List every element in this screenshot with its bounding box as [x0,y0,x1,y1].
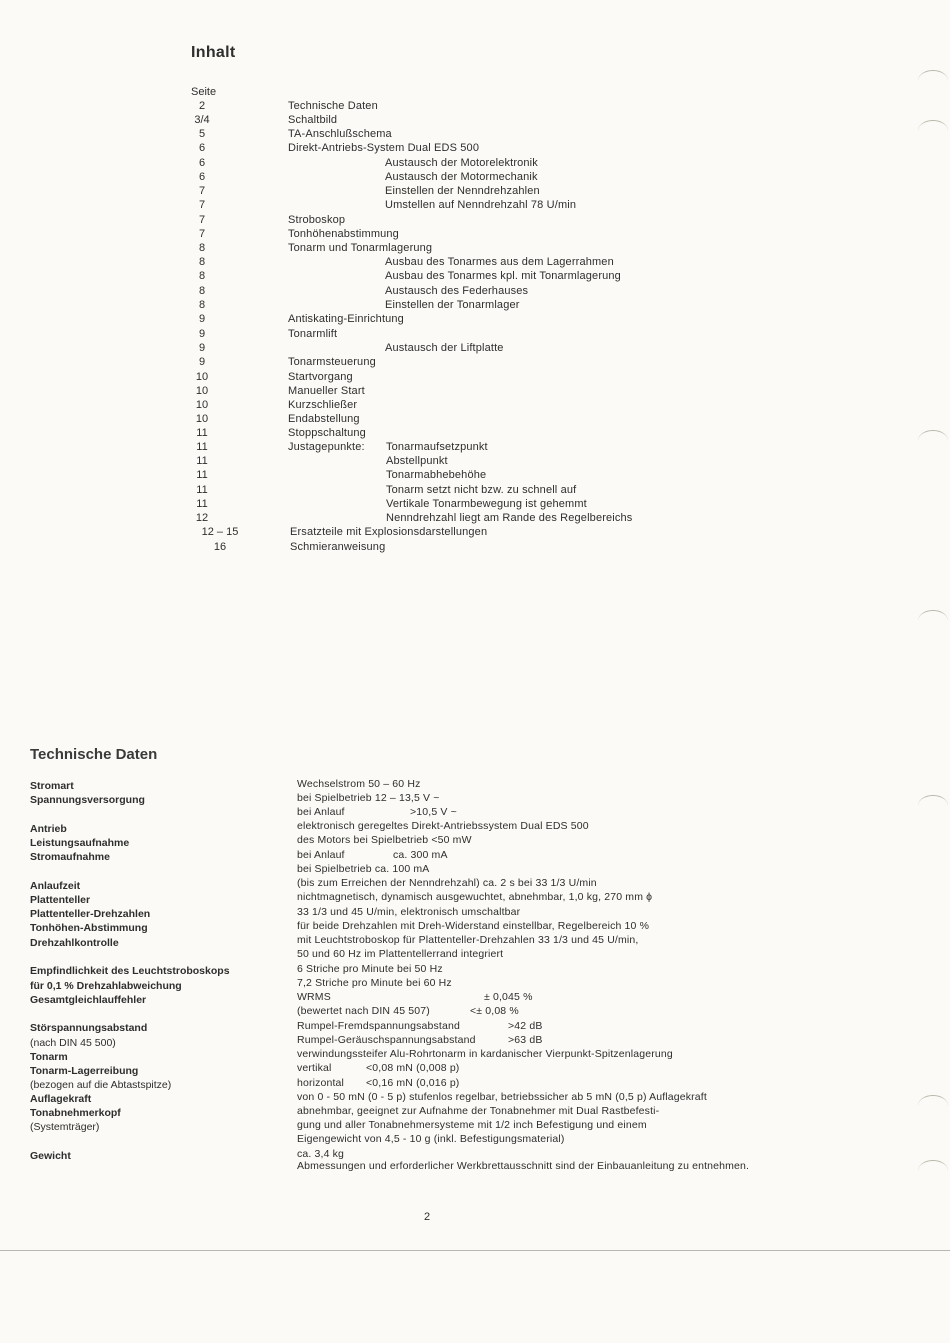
punch-hole-mark [918,1095,948,1116]
toc-page-number: 3/4 [194,114,210,126]
toc-entry-text: Antiskating-Einrichtung [288,313,404,325]
value-geraeuschspannung-label: Rumpel-Geräuschspannungsabstand [297,1034,476,1046]
value-fremdspannung-label: Rumpel-Fremdspannungsabstand [297,1020,460,1032]
toc-page-column-header: Seite [191,86,217,98]
toc-entry-subtext: Tonarmaufsetzpunkt [386,441,488,453]
toc-page-number: 5 [198,128,206,140]
toc-page-number: 9 [198,313,206,325]
label-drehzahlabweichung: für 0,1 % Drehzahlabweichung [30,980,182,992]
value-reibung-horizontal-label: horizontal [297,1077,345,1089]
toc-entry-text: Einstellen der Tonarmlager [385,299,520,311]
toc-page-number: 7 [198,214,206,226]
toc-entry-text: Startvorgang [288,371,353,383]
value-strom-anlauf-label: bei Anlauf [297,849,345,861]
toc-page-number: 16 [213,541,227,553]
toc-entry-text: Stoppschaltung [288,427,366,439]
label-stromaufnahme: Stromaufnahme [30,851,110,863]
toc-entry-text: Tonarmlift [288,328,338,340]
value-striche-60hz: 7,2 Striche pro Minute bei 60 Hz [297,977,452,989]
toc-entry-text: Austausch der Motormechanik [385,171,538,183]
label-gewicht: Gewicht [30,1150,71,1162]
value-auflagekraft: von 0 - 50 mN (0 - 5 p) stufenlos regelbar, betriebssicher ab 5 mN (0,5 p) Auflagekraft [297,1091,707,1103]
label-spannungsversorgung: Spannungsversorgung [30,794,145,806]
label-drehzahlkontrolle: Drehzahlkontrolle [30,937,119,949]
toc-entry-text: Tonarm setzt nicht bzw. zu schnell auf [386,484,577,496]
toc-page-number: 10 [195,413,209,425]
value-drehzahlen: 33 1/3 und 45 U/min, elektronisch umschaltbar [297,906,521,918]
label-gesamtgleichlauffehler: Gesamtgleichlauffehler [30,994,147,1006]
toc-entry-text: Vertikale Tonarmbewegung ist gehemmt [386,498,587,510]
punch-hole-mark [918,1160,948,1181]
label-tonabnehmerkopf: Tonabnehmerkopf [30,1107,121,1119]
label-auflagekraft: Auflagekraft [30,1093,92,1105]
value-anlaufzeit: (bis zum Erreichen der Nenndrehzahl) ca. 2 s bei 33 1/3 U/min [297,877,597,889]
toc-page-number: 11 [196,427,208,439]
toc-entry-text: Manueller Start [288,385,365,397]
toc-entry-text: Nenndrehzahl liegt am Rande des Regelbereichs [386,512,633,524]
value-drehzahlkontrolle-2: 50 und 60 Hz im Plattentellerrand integriert [297,948,504,960]
value-wrms-label: WRMS [297,991,331,1003]
bottom-rule [0,1250,950,1251]
toc-page-number: 11 [196,498,208,510]
toc-page-number: 6 [198,157,206,169]
value-reibung-vertikal: <0,08 mN (0,008 p) [366,1062,460,1074]
value-spannung-spielbetrieb: bei Spielbetrieb 12 – 13,5 V ~ [297,792,440,804]
label-plattenteller: Plattenteller [30,894,91,906]
toc-page-number: 8 [198,285,206,297]
label-stroboskop-empfindlichkeit: Empfindlichkeit des Leuchtstroboskops [30,965,230,977]
toc-entry-text: Tonarm und Tonarmlagerung [288,242,433,254]
punch-hole-mark [918,120,948,141]
toc-page-number: 9 [198,356,206,368]
toc-page-number: 9 [198,328,206,340]
value-drehzahlkontrolle-1: mit Leuchtstroboskop für Plattenteller-Drehzahlen 33 1/3 und 45 U/min, [297,934,639,946]
value-spannung-anlauf: >10,5 V ~ [410,806,457,818]
value-tonabnehmerkopf-2: gung und aller Tonabnehmersysteme mit 1/2 inch Befestigung und einem [297,1119,647,1131]
toc-entry-text: Austausch des Federhauses [385,285,529,297]
value-fremdspannung: >42 dB [508,1020,543,1032]
toc-page-number: 7 [198,185,206,197]
toc-page-number: 11 [196,469,208,481]
toc-page-number: 10 [195,399,209,411]
toc-entry-text: Ausbau des Tonarmes kpl. mit Tonarmlagerung [385,270,621,282]
toc-entry-text: Umstellen auf Nenndrehzahl 78 U/min [385,199,577,211]
toc-entry-text: Tonhöhenabstimmung [288,228,399,240]
value-tonhoehen-abstimmung: für beide Drehzahlen mit Dreh-Widerstand einstellbar, Regelbereich 10 % [297,920,650,932]
toc-entry-text: Justagepunkte: [288,441,365,453]
toc-entry-text: Tonarmabhebehöhe [386,469,487,481]
toc-page-number: 8 [198,256,206,268]
toc-entry-text: Technische Daten [288,100,378,112]
label-anlaufzeit: Anlaufzeit [30,880,81,892]
toc-page-number: 10 [195,371,209,383]
value-antrieb: elektronisch geregeltes Direkt-Antriebssystem Dual EDS 500 [297,820,589,832]
toc-entry-text: Austausch der Liftplatte [385,342,504,354]
toc-page-number: 12 – 15 [201,526,239,538]
label-stromart: Stromart [30,780,74,792]
toc-page-number: 12 [195,512,209,524]
toc-entry-text: Ausbau des Tonarmes aus dem Lagerrahmen [385,256,614,268]
toc-page-number: 8 [198,299,206,311]
label-antrieb: Antrieb [30,823,67,835]
label-tonarm: Tonarm [30,1051,68,1063]
label-tonhoehen-abstimmung: Tonhöhen-Abstimmung [30,922,148,934]
toc-entry-text: Tonarmsteuerung [288,356,376,368]
label-leistungsaufnahme: Leistungsaufnahme [30,837,130,849]
toc-entry-text: Schaltbild [288,114,338,126]
toc-page-number: 11 [196,455,208,467]
value-wrms: ± 0,045 % [484,991,533,1003]
tech-data-title: Technische Daten [30,746,158,763]
toc-title: Inhalt [191,44,236,61]
toc-page-number: 7 [198,199,206,211]
label-abtastspitze-note: (bezogen auf die Abtastspitze) [30,1079,172,1091]
toc-entry-text: TA-Anschlußschema [288,128,392,140]
punch-hole-mark [918,610,948,631]
value-striche-50hz: 6 Striche pro Minute bei 50 Hz [297,963,443,975]
label-din-note: (nach DIN 45 500) [30,1037,116,1049]
toc-page-number: 9 [198,342,206,354]
toc-entry-text: Abstellpunkt [386,455,448,467]
value-gewicht: ca. 3,4 kg [297,1148,345,1160]
toc-entry-text: Endabstellung [288,413,360,425]
toc-entry-text: Stroboskop [288,214,346,226]
toc-page-number: 11 [196,484,208,496]
value-strom-anlauf: ca. 300 mA [393,849,448,861]
toc-page-number: 10 [195,385,209,397]
label-tonarm-lagerreibung: Tonarm-Lagerreibung [30,1065,139,1077]
value-spannung-anlauf-label: bei Anlauf [297,806,345,818]
toc-page-number: 8 [198,242,206,254]
value-strom-spielbetrieb: bei Spielbetrieb ca. 100 mA [297,863,430,875]
page-number: 2 [424,1211,431,1223]
label-stoerspannungsabstand: Störspannungsabstand [30,1022,148,1034]
value-reibung-vertikal-label: vertikal [297,1062,332,1074]
value-tonabnehmerkopf-1: abnehmbar, geeignet zur Aufnahme der Tonabnehmer mit Dual Rastbefesti- [297,1105,660,1117]
toc-entry-text: Kurzschließer [288,399,358,411]
value-din-45507: <± 0,08 % [470,1005,519,1017]
toc-page-number: 6 [198,171,206,183]
label-systemtraeger: (Systemträger) [30,1121,100,1133]
value-geraeuschspannung: >63 dB [508,1034,543,1046]
value-abmessungen-note: Abmessungen und erforderlicher Werkbrettausschnitt sind der Einbauanleitung zu entnehmen. [297,1160,750,1172]
toc-page-number: 2 [198,100,206,112]
toc-entry-text: Direkt-Antriebs-System Dual EDS 500 [288,142,480,154]
value-tonarm: verwindungssteifer Alu-Rohrtonarm in kardanischer Vierpunkt-Spitzenlagerung [297,1048,673,1060]
value-tonabnehmerkopf-3: Eigengewicht von 4,5 - 10 g (inkl. Befestigungsmaterial) [297,1133,565,1145]
toc-page-number: 11 [196,441,208,453]
label-plattenteller-drehzahlen: Plattenteller-Drehzahlen [30,908,151,920]
toc-entry-text: Schmieranweisung [290,541,386,553]
value-din-45507-label: (bewertet nach DIN 45 507) [297,1005,430,1017]
toc-entry-text: Austausch der Motorelektronik [385,157,538,169]
value-reibung-horizontal: <0,16 mN (0,016 p) [366,1077,460,1089]
toc-entry-text: Einstellen der Nenndrehzahlen [385,185,540,197]
punch-hole-mark [918,70,948,91]
toc-page-number: 6 [198,142,206,154]
toc-page-number: 8 [198,270,206,282]
value-plattenteller: nichtmagnetisch, dynamisch ausgewuchtet, abnehmbar, 1,0 kg, 270 mm ϕ [297,891,653,903]
value-stromart: Wechselstrom 50 – 60 Hz [297,778,421,790]
value-leistungsaufnahme: des Motors bei Spielbetrieb <50 mW [297,834,472,846]
punch-hole-mark [918,795,948,816]
punch-hole-mark [918,430,948,451]
toc-entry-text: Ersatzteile mit Explosionsdarstellungen [290,526,488,538]
toc-page-number: 7 [198,228,206,240]
